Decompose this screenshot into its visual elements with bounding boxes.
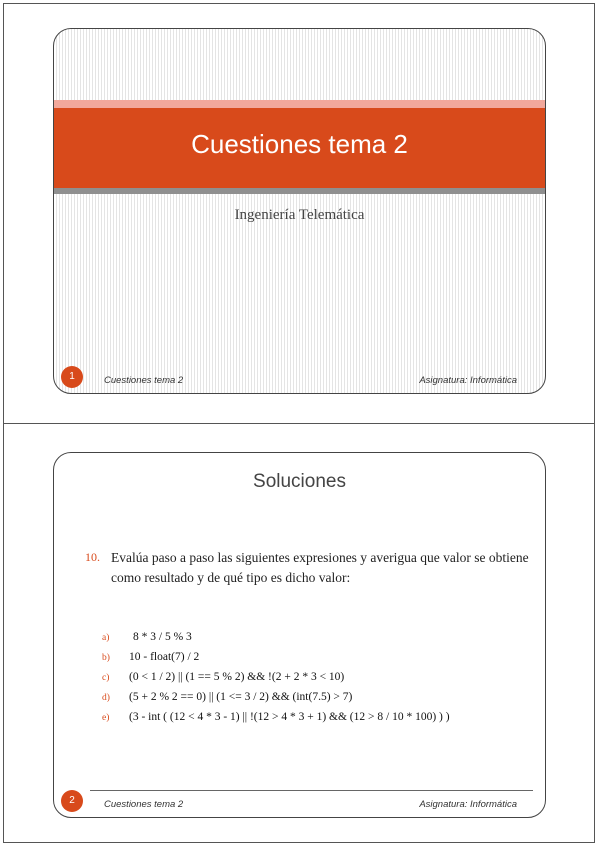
footer-rule: [90, 790, 533, 791]
slide-1-number-badge: 1: [61, 366, 83, 388]
slide-2-footer-right: Asignatura: Informática: [419, 799, 517, 810]
list-item: [102, 711, 542, 731]
list-marker: e): [102, 713, 110, 723]
list-marker: b): [102, 653, 110, 663]
slide-1-footer-right: Asignatura: Informática: [419, 375, 517, 386]
slide-2: [53, 452, 546, 818]
slide-2-footer-left: Cuestiones tema 2: [104, 799, 184, 810]
slide-1: [53, 28, 546, 394]
question-number: 10.: [85, 550, 100, 564]
slide-1-subtitle: Ingeniería Telemática: [234, 207, 365, 223]
list-item: [102, 631, 542, 651]
title-band-top-stripe: [54, 100, 545, 108]
list-item: [102, 651, 542, 671]
list-marker: d): [102, 693, 110, 703]
list-item: [102, 671, 542, 691]
expression: (0 < 1 / 2) || (1 == 5 % 2) && !(2 + 2 * 3 < 10): [129, 671, 345, 683]
expression: 10 - float(7) / 2: [129, 651, 200, 663]
list-item: [102, 691, 542, 711]
slide-1-title: Cuestiones tema 2: [191, 129, 408, 159]
expression-list: [102, 631, 542, 731]
slide-2-number-badge: 2: [61, 790, 83, 812]
slide-2-title: Soluciones: [253, 471, 346, 492]
page-divider: [3, 423, 595, 424]
list-marker: a): [102, 633, 110, 643]
slide-1-footer-left: Cuestiones tema 2: [104, 375, 184, 386]
question-text: Evalúa paso a paso las siguientes expresiones y averigua que valor se obtiene como resultado y de qué tipo es dicho valor:: [111, 550, 529, 585]
list-marker: c): [102, 673, 110, 683]
expression: (5 + 2 % 2 == 0) || (1 <= 3 / 2) && (int(7.5) > 7): [129, 691, 353, 703]
title-band-bottom-stripe: [54, 188, 545, 194]
expression: (3 - int ( (12 < 4 * 3 - 1) || !(12 > 4 * 3 + 1) && (12 > 8 / 10 * 100) ) ): [129, 711, 450, 723]
expression: 8 * 3 / 5 % 3: [133, 631, 192, 643]
